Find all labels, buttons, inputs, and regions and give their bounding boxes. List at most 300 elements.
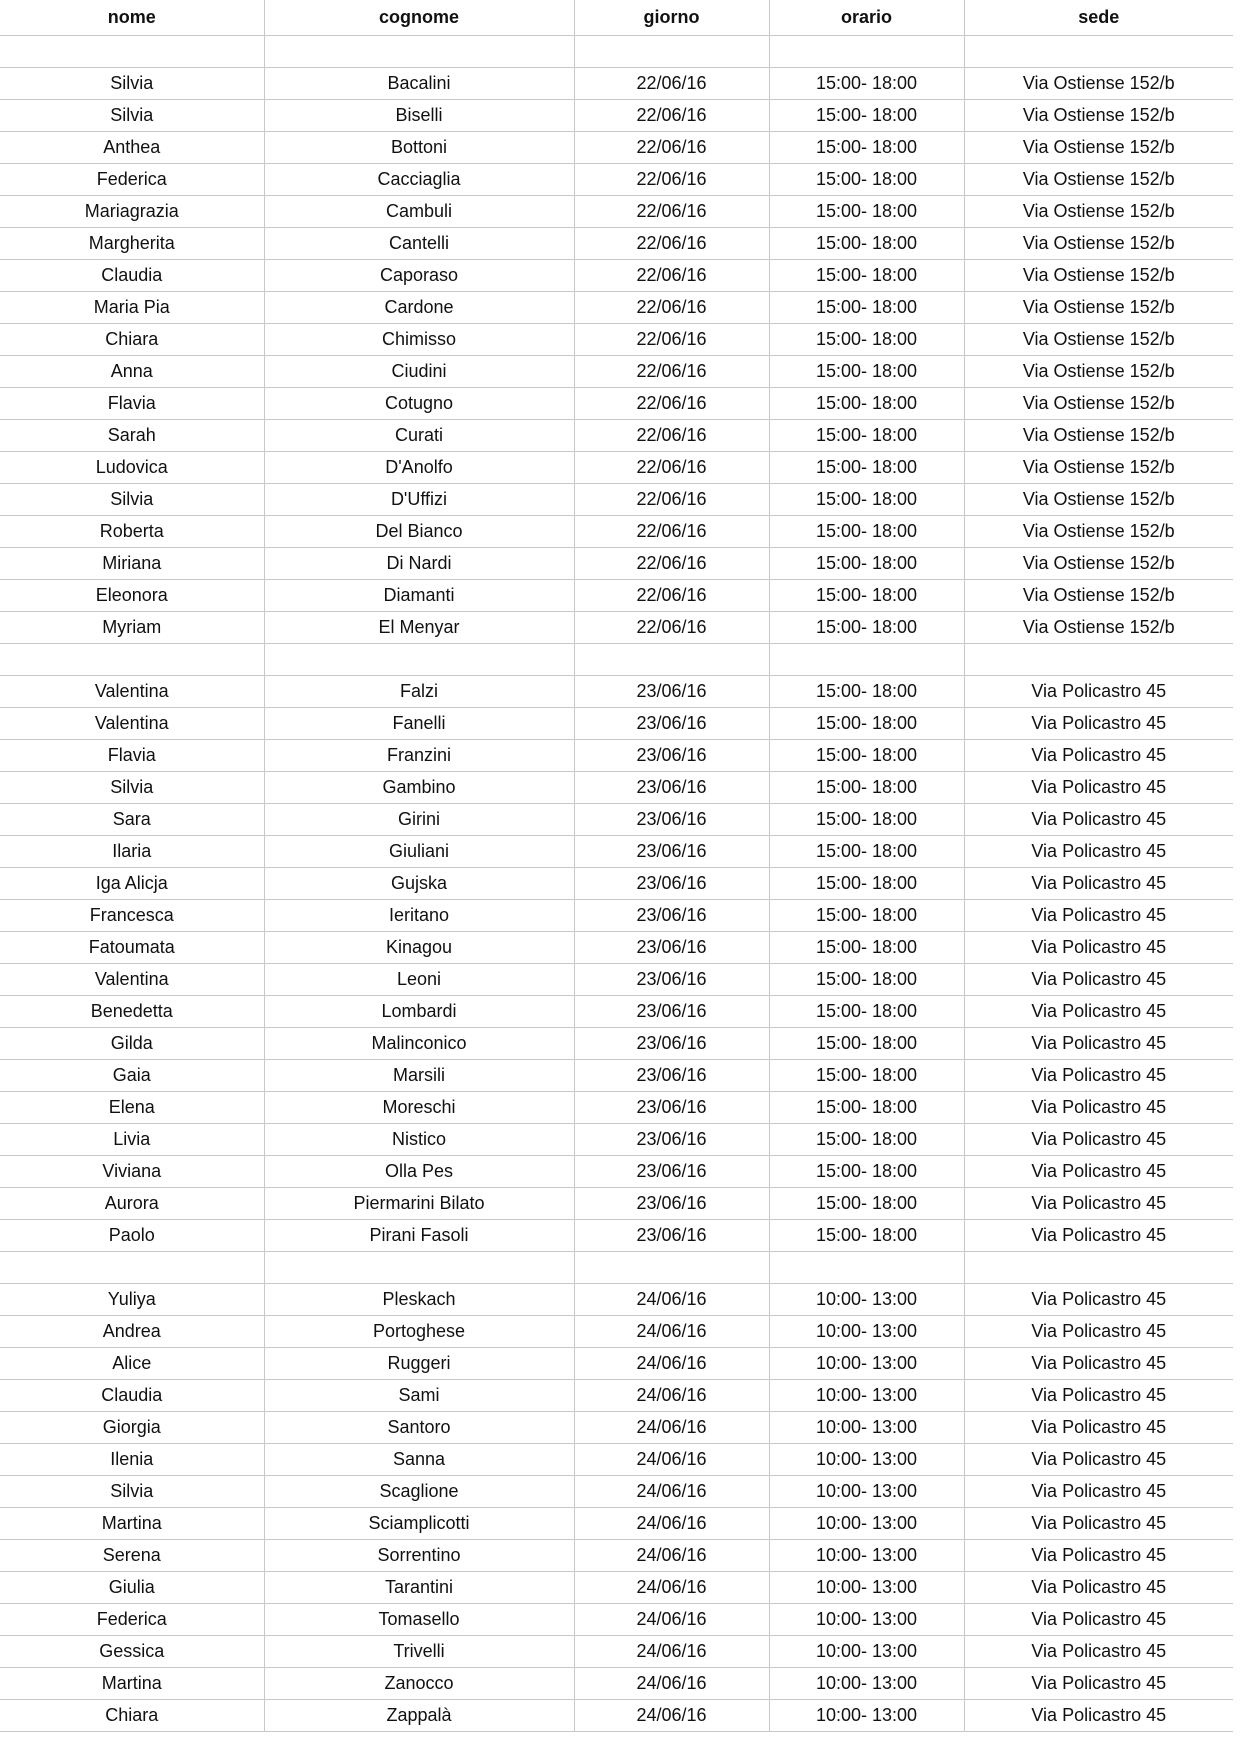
nome-cell: Chiara xyxy=(0,324,264,356)
empty-cell xyxy=(264,36,574,68)
nome-cell: Ilaria xyxy=(0,836,264,868)
orario-cell: 15:00- 18:00 xyxy=(769,1060,964,1092)
sede-cell: Via Policastro 45 xyxy=(964,836,1233,868)
orario-cell: 10:00- 13:00 xyxy=(769,1380,964,1412)
giorno-cell: 22/06/16 xyxy=(574,580,769,612)
nome-cell: Giulia xyxy=(0,1572,264,1604)
orario-cell: 15:00- 18:00 xyxy=(769,516,964,548)
giorno-cell: 22/06/16 xyxy=(574,68,769,100)
sede-cell: Via Policastro 45 xyxy=(964,996,1233,1028)
table-row xyxy=(0,100,1233,132)
cognome-cell: Santoro xyxy=(264,1412,574,1444)
giorno-cell: 23/06/16 xyxy=(574,740,769,772)
table-row xyxy=(0,1444,1233,1476)
orario-cell: 15:00- 18:00 xyxy=(769,1220,964,1252)
spacer-row xyxy=(0,644,1233,676)
empty-cell xyxy=(264,644,574,676)
table-row xyxy=(0,260,1233,292)
cognome-cell: Pleskach xyxy=(264,1284,574,1316)
nome-cell: Alice xyxy=(0,1348,264,1380)
cognome-cell: Lombardi xyxy=(264,996,574,1028)
empty-cell xyxy=(0,1252,264,1284)
table-row xyxy=(0,1380,1233,1412)
giorno-cell: 23/06/16 xyxy=(574,836,769,868)
giorno-cell: 23/06/16 xyxy=(574,1124,769,1156)
nome-cell: Giorgia xyxy=(0,1412,264,1444)
table-row xyxy=(0,356,1233,388)
orario-cell: 15:00- 18:00 xyxy=(769,452,964,484)
sede-cell: Via Policastro 45 xyxy=(964,1412,1233,1444)
orario-cell: 15:00- 18:00 xyxy=(769,484,964,516)
sede-cell: Via Policastro 45 xyxy=(964,1604,1233,1636)
table-row xyxy=(0,1508,1233,1540)
table-row xyxy=(0,900,1233,932)
orario-cell: 15:00- 18:00 xyxy=(769,356,964,388)
cognome-cell: Nistico xyxy=(264,1124,574,1156)
nome-cell: Silvia xyxy=(0,772,264,804)
sede-cell: Via Ostiense 152/b xyxy=(964,132,1233,164)
nome-cell: Aurora xyxy=(0,1188,264,1220)
table-row xyxy=(0,292,1233,324)
giorno-cell: 23/06/16 xyxy=(574,868,769,900)
nome-cell: Anthea xyxy=(0,132,264,164)
orario-cell: 10:00- 13:00 xyxy=(769,1316,964,1348)
sede-cell: Via Policastro 45 xyxy=(964,740,1233,772)
nome-cell: Gessica xyxy=(0,1636,264,1668)
cognome-cell: Tomasello xyxy=(264,1604,574,1636)
cognome-cell: Portoghese xyxy=(264,1316,574,1348)
table-row xyxy=(0,196,1233,228)
orario-cell: 15:00- 18:00 xyxy=(769,68,964,100)
orario-cell: 15:00- 18:00 xyxy=(769,324,964,356)
nome-cell: Anna xyxy=(0,356,264,388)
cognome-cell: Moreschi xyxy=(264,1092,574,1124)
table-row xyxy=(0,1540,1233,1572)
table-row xyxy=(0,996,1233,1028)
empty-cell xyxy=(964,644,1233,676)
table-row xyxy=(0,1092,1233,1124)
giorno-cell: 24/06/16 xyxy=(574,1572,769,1604)
nome-cell: Ludovica xyxy=(0,452,264,484)
cognome-cell: Curati xyxy=(264,420,574,452)
giorno-cell: 22/06/16 xyxy=(574,196,769,228)
cognome-cell: Girini xyxy=(264,804,574,836)
orario-cell: 10:00- 13:00 xyxy=(769,1572,964,1604)
orario-cell: 15:00- 18:00 xyxy=(769,196,964,228)
cognome-cell: Sciamplicotti xyxy=(264,1508,574,1540)
giorno-cell: 24/06/16 xyxy=(574,1668,769,1700)
sede-cell: Via Policastro 45 xyxy=(964,708,1233,740)
giorno-cell: 24/06/16 xyxy=(574,1380,769,1412)
giorno-cell: 23/06/16 xyxy=(574,996,769,1028)
giorno-cell: 22/06/16 xyxy=(574,356,769,388)
cognome-cell: Giuliani xyxy=(264,836,574,868)
orario-cell: 10:00- 13:00 xyxy=(769,1636,964,1668)
cognome-cell: Ciudini xyxy=(264,356,574,388)
orario-cell: 15:00- 18:00 xyxy=(769,420,964,452)
cognome-cell: Falzi xyxy=(264,676,574,708)
giorno-cell: 23/06/16 xyxy=(574,1060,769,1092)
table-row xyxy=(0,740,1233,772)
header-cognome: cognome xyxy=(264,0,574,36)
nome-cell: Silvia xyxy=(0,484,264,516)
table-row xyxy=(0,132,1233,164)
orario-cell: 15:00- 18:00 xyxy=(769,292,964,324)
empty-cell xyxy=(769,1252,964,1284)
table-row xyxy=(0,1220,1233,1252)
cognome-cell: Di Nardi xyxy=(264,548,574,580)
nome-cell: Gaia xyxy=(0,1060,264,1092)
giorno-cell: 23/06/16 xyxy=(574,1092,769,1124)
sede-cell: Via Policastro 45 xyxy=(964,932,1233,964)
giorno-cell: 22/06/16 xyxy=(574,612,769,644)
nome-cell: Valentina xyxy=(0,708,264,740)
table-row xyxy=(0,388,1233,420)
table-row xyxy=(0,708,1233,740)
orario-cell: 15:00- 18:00 xyxy=(769,1092,964,1124)
cognome-cell: Cacciaglia xyxy=(264,164,574,196)
giorno-cell: 24/06/16 xyxy=(574,1284,769,1316)
table-row xyxy=(0,1668,1233,1700)
giorno-cell: 23/06/16 xyxy=(574,708,769,740)
giorno-cell: 22/06/16 xyxy=(574,228,769,260)
nome-cell: Eleonora xyxy=(0,580,264,612)
nome-cell: Silvia xyxy=(0,68,264,100)
table-row xyxy=(0,772,1233,804)
sede-cell: Via Ostiense 152/b xyxy=(964,516,1233,548)
nome-cell: Margherita xyxy=(0,228,264,260)
table-row xyxy=(0,836,1233,868)
sede-cell: Via Policastro 45 xyxy=(964,1636,1233,1668)
giorno-cell: 22/06/16 xyxy=(574,324,769,356)
nome-cell: Viviana xyxy=(0,1156,264,1188)
nome-cell: Iga Alicja xyxy=(0,868,264,900)
empty-cell xyxy=(769,644,964,676)
sede-cell: Via Policastro 45 xyxy=(964,1316,1233,1348)
orario-cell: 15:00- 18:00 xyxy=(769,740,964,772)
table-row xyxy=(0,324,1233,356)
nome-cell: Federica xyxy=(0,1604,264,1636)
sede-cell: Via Policastro 45 xyxy=(964,964,1233,996)
cognome-cell: D'Uffizi xyxy=(264,484,574,516)
orario-cell: 15:00- 18:00 xyxy=(769,900,964,932)
nome-cell: Valentina xyxy=(0,964,264,996)
orario-cell: 15:00- 18:00 xyxy=(769,388,964,420)
orario-cell: 15:00- 18:00 xyxy=(769,1028,964,1060)
sede-cell: Via Policastro 45 xyxy=(964,1348,1233,1380)
nome-cell: Claudia xyxy=(0,1380,264,1412)
empty-cell xyxy=(574,644,769,676)
cognome-cell: Cotugno xyxy=(264,388,574,420)
cognome-cell: Zanocco xyxy=(264,1668,574,1700)
orario-cell: 10:00- 13:00 xyxy=(769,1604,964,1636)
nome-cell: Martina xyxy=(0,1508,264,1540)
giorno-cell: 24/06/16 xyxy=(574,1348,769,1380)
cognome-cell: Cardone xyxy=(264,292,574,324)
orario-cell: 15:00- 18:00 xyxy=(769,100,964,132)
sede-cell: Via Policastro 45 xyxy=(964,868,1233,900)
cognome-cell: Biselli xyxy=(264,100,574,132)
sede-cell: Via Ostiense 152/b xyxy=(964,164,1233,196)
spacer-row xyxy=(0,36,1233,68)
giorno-cell: 22/06/16 xyxy=(574,548,769,580)
orario-cell: 15:00- 18:00 xyxy=(769,1156,964,1188)
giorno-cell: 22/06/16 xyxy=(574,132,769,164)
cognome-cell: Diamanti xyxy=(264,580,574,612)
orario-cell: 15:00- 18:00 xyxy=(769,708,964,740)
giorno-cell: 23/06/16 xyxy=(574,676,769,708)
cognome-cell: Del Bianco xyxy=(264,516,574,548)
nome-cell: Chiara xyxy=(0,1700,264,1732)
giorno-cell: 23/06/16 xyxy=(574,964,769,996)
giorno-cell: 22/06/16 xyxy=(574,420,769,452)
orario-cell: 15:00- 18:00 xyxy=(769,932,964,964)
empty-cell xyxy=(964,36,1233,68)
nome-cell: Yuliya xyxy=(0,1284,264,1316)
table-row xyxy=(0,164,1233,196)
nome-cell: Benedetta xyxy=(0,996,264,1028)
sede-cell: Via Ostiense 152/b xyxy=(964,260,1233,292)
table-body xyxy=(0,36,1233,1732)
empty-cell xyxy=(0,36,264,68)
cognome-cell: Ieritano xyxy=(264,900,574,932)
giorno-cell: 24/06/16 xyxy=(574,1540,769,1572)
nome-cell: Silvia xyxy=(0,100,264,132)
giorno-cell: 24/06/16 xyxy=(574,1636,769,1668)
table-row xyxy=(0,1060,1233,1092)
nome-cell: Mariagrazia xyxy=(0,196,264,228)
giorno-cell: 23/06/16 xyxy=(574,1028,769,1060)
sede-cell: Via Ostiense 152/b xyxy=(964,324,1233,356)
sede-cell: Via Policastro 45 xyxy=(964,1444,1233,1476)
nome-cell: Gilda xyxy=(0,1028,264,1060)
table-row xyxy=(0,868,1233,900)
sede-cell: Via Policastro 45 xyxy=(964,1028,1233,1060)
nome-cell: Sara xyxy=(0,804,264,836)
giorno-cell: 23/06/16 xyxy=(574,1220,769,1252)
orario-cell: 15:00- 18:00 xyxy=(769,580,964,612)
cognome-cell: Zappalà xyxy=(264,1700,574,1732)
nome-cell: Silvia xyxy=(0,1476,264,1508)
sede-cell: Via Ostiense 152/b xyxy=(964,100,1233,132)
table-row xyxy=(0,516,1233,548)
orario-cell: 10:00- 13:00 xyxy=(769,1540,964,1572)
cognome-cell: Bacalini xyxy=(264,68,574,100)
sede-cell: Via Policastro 45 xyxy=(964,1220,1233,1252)
nome-cell: Sarah xyxy=(0,420,264,452)
nome-cell: Ilenia xyxy=(0,1444,264,1476)
nome-cell: Serena xyxy=(0,1540,264,1572)
orario-cell: 15:00- 18:00 xyxy=(769,548,964,580)
giorno-cell: 24/06/16 xyxy=(574,1316,769,1348)
table-row xyxy=(0,1124,1233,1156)
sede-cell: Via Policastro 45 xyxy=(964,1508,1233,1540)
orario-cell: 10:00- 13:00 xyxy=(769,1508,964,1540)
cognome-cell: Fanelli xyxy=(264,708,574,740)
giorno-cell: 22/06/16 xyxy=(574,484,769,516)
orario-cell: 15:00- 18:00 xyxy=(769,1124,964,1156)
cognome-cell: Scaglione xyxy=(264,1476,574,1508)
cognome-cell: Gambino xyxy=(264,772,574,804)
sede-cell: Via Ostiense 152/b xyxy=(964,452,1233,484)
nome-cell: Myriam xyxy=(0,612,264,644)
giorno-cell: 24/06/16 xyxy=(574,1444,769,1476)
orario-cell: 10:00- 13:00 xyxy=(769,1284,964,1316)
orario-cell: 10:00- 13:00 xyxy=(769,1476,964,1508)
cognome-cell: Franzini xyxy=(264,740,574,772)
header-orario: orario xyxy=(769,0,964,36)
nome-cell: Miriana xyxy=(0,548,264,580)
sede-cell: Via Policastro 45 xyxy=(964,900,1233,932)
sede-cell: Via Policastro 45 xyxy=(964,1124,1233,1156)
table-row xyxy=(0,1476,1233,1508)
table-row xyxy=(0,804,1233,836)
orario-cell: 15:00- 18:00 xyxy=(769,260,964,292)
table-row xyxy=(0,68,1233,100)
table-row xyxy=(0,1412,1233,1444)
nome-cell: Valentina xyxy=(0,676,264,708)
sede-cell: Via Ostiense 152/b xyxy=(964,548,1233,580)
table-row xyxy=(0,452,1233,484)
nome-cell: Flavia xyxy=(0,740,264,772)
cognome-cell: Pirani Fasoli xyxy=(264,1220,574,1252)
table-row xyxy=(0,964,1233,996)
empty-cell xyxy=(264,1252,574,1284)
cognome-cell: Sanna xyxy=(264,1444,574,1476)
orario-cell: 15:00- 18:00 xyxy=(769,228,964,260)
orario-cell: 15:00- 18:00 xyxy=(769,612,964,644)
cognome-cell: Chimisso xyxy=(264,324,574,356)
nome-cell: Federica xyxy=(0,164,264,196)
cognome-cell: Sami xyxy=(264,1380,574,1412)
sede-cell: Via Ostiense 152/b xyxy=(964,484,1233,516)
giorno-cell: 22/06/16 xyxy=(574,260,769,292)
orario-cell: 15:00- 18:00 xyxy=(769,676,964,708)
sede-cell: Via Policastro 45 xyxy=(964,1092,1233,1124)
giorno-cell: 23/06/16 xyxy=(574,1188,769,1220)
orario-cell: 10:00- 13:00 xyxy=(769,1444,964,1476)
sede-cell: Via Ostiense 152/b xyxy=(964,580,1233,612)
nome-cell: Roberta xyxy=(0,516,264,548)
table-row xyxy=(0,228,1233,260)
orario-cell: 10:00- 13:00 xyxy=(769,1700,964,1732)
orario-cell: 15:00- 18:00 xyxy=(769,804,964,836)
table-row xyxy=(0,1700,1233,1732)
table-row xyxy=(0,484,1233,516)
sede-cell: Via Policastro 45 xyxy=(964,1188,1233,1220)
orario-cell: 15:00- 18:00 xyxy=(769,836,964,868)
giorno-cell: 23/06/16 xyxy=(574,772,769,804)
table-row xyxy=(0,420,1233,452)
cognome-cell: Sorrentino xyxy=(264,1540,574,1572)
sede-cell: Via Policastro 45 xyxy=(964,804,1233,836)
cognome-cell: Olla Pes xyxy=(264,1156,574,1188)
cognome-cell: Caporaso xyxy=(264,260,574,292)
sede-cell: Via Policastro 45 xyxy=(964,1700,1233,1732)
sede-cell: Via Ostiense 152/b xyxy=(964,420,1233,452)
sede-cell: Via Policastro 45 xyxy=(964,1540,1233,1572)
nome-cell: Livia xyxy=(0,1124,264,1156)
giorno-cell: 23/06/16 xyxy=(574,900,769,932)
table-row xyxy=(0,1156,1233,1188)
sede-cell: Via Policastro 45 xyxy=(964,772,1233,804)
giorno-cell: 24/06/16 xyxy=(574,1700,769,1732)
spacer-row xyxy=(0,1252,1233,1284)
giorno-cell: 24/06/16 xyxy=(574,1604,769,1636)
orario-cell: 15:00- 18:00 xyxy=(769,996,964,1028)
sede-cell: Via Ostiense 152/b xyxy=(964,196,1233,228)
table-row xyxy=(0,548,1233,580)
cognome-cell: Ruggeri xyxy=(264,1348,574,1380)
header-nome: nome xyxy=(0,0,264,36)
sede-cell: Via Ostiense 152/b xyxy=(964,292,1233,324)
nome-cell: Martina xyxy=(0,1668,264,1700)
giorno-cell: 23/06/16 xyxy=(574,932,769,964)
giorno-cell: 22/06/16 xyxy=(574,452,769,484)
sede-cell: Via Policastro 45 xyxy=(964,676,1233,708)
cognome-cell: Cambuli xyxy=(264,196,574,228)
cognome-cell: Malinconico xyxy=(264,1028,574,1060)
header-row xyxy=(0,0,1233,36)
giorno-cell: 22/06/16 xyxy=(574,164,769,196)
empty-cell xyxy=(769,36,964,68)
cognome-cell: Trivelli xyxy=(264,1636,574,1668)
nome-cell: Francesca xyxy=(0,900,264,932)
orario-cell: 15:00- 18:00 xyxy=(769,868,964,900)
sede-cell: Via Policastro 45 xyxy=(964,1572,1233,1604)
table-row xyxy=(0,580,1233,612)
empty-cell xyxy=(964,1252,1233,1284)
cognome-cell: Piermarini Bilato xyxy=(264,1188,574,1220)
giorno-cell: 22/06/16 xyxy=(574,100,769,132)
nome-cell: Fatoumata xyxy=(0,932,264,964)
sede-cell: Via Policastro 45 xyxy=(964,1380,1233,1412)
table-row xyxy=(0,1316,1233,1348)
cognome-cell: Gujska xyxy=(264,868,574,900)
cognome-cell: Leoni xyxy=(264,964,574,996)
giorno-cell: 22/06/16 xyxy=(574,516,769,548)
orario-cell: 15:00- 18:00 xyxy=(769,132,964,164)
table-row xyxy=(0,1188,1233,1220)
cognome-cell: Tarantini xyxy=(264,1572,574,1604)
header-sede: sede xyxy=(964,0,1233,36)
table-row xyxy=(0,612,1233,644)
orario-cell: 10:00- 13:00 xyxy=(769,1412,964,1444)
giorno-cell: 24/06/16 xyxy=(574,1476,769,1508)
table-row xyxy=(0,1604,1233,1636)
orario-cell: 10:00- 13:00 xyxy=(769,1348,964,1380)
nome-cell: Flavia xyxy=(0,388,264,420)
giorno-cell: 24/06/16 xyxy=(574,1508,769,1540)
sede-cell: Via Policastro 45 xyxy=(964,1476,1233,1508)
empty-cell xyxy=(574,36,769,68)
sede-cell: Via Policastro 45 xyxy=(964,1156,1233,1188)
table-row xyxy=(0,1028,1233,1060)
empty-cell xyxy=(574,1252,769,1284)
sede-cell: Via Ostiense 152/b xyxy=(964,68,1233,100)
sede-cell: Via Policastro 45 xyxy=(964,1668,1233,1700)
giorno-cell: 23/06/16 xyxy=(574,1156,769,1188)
cognome-cell: D'Anolfo xyxy=(264,452,574,484)
giorno-cell: 22/06/16 xyxy=(574,292,769,324)
orario-cell: 15:00- 18:00 xyxy=(769,772,964,804)
table-row xyxy=(0,1348,1233,1380)
sede-cell: Via Ostiense 152/b xyxy=(964,228,1233,260)
table-row xyxy=(0,932,1233,964)
nome-cell: Andrea xyxy=(0,1316,264,1348)
giorno-cell: 22/06/16 xyxy=(574,388,769,420)
empty-cell xyxy=(0,644,264,676)
